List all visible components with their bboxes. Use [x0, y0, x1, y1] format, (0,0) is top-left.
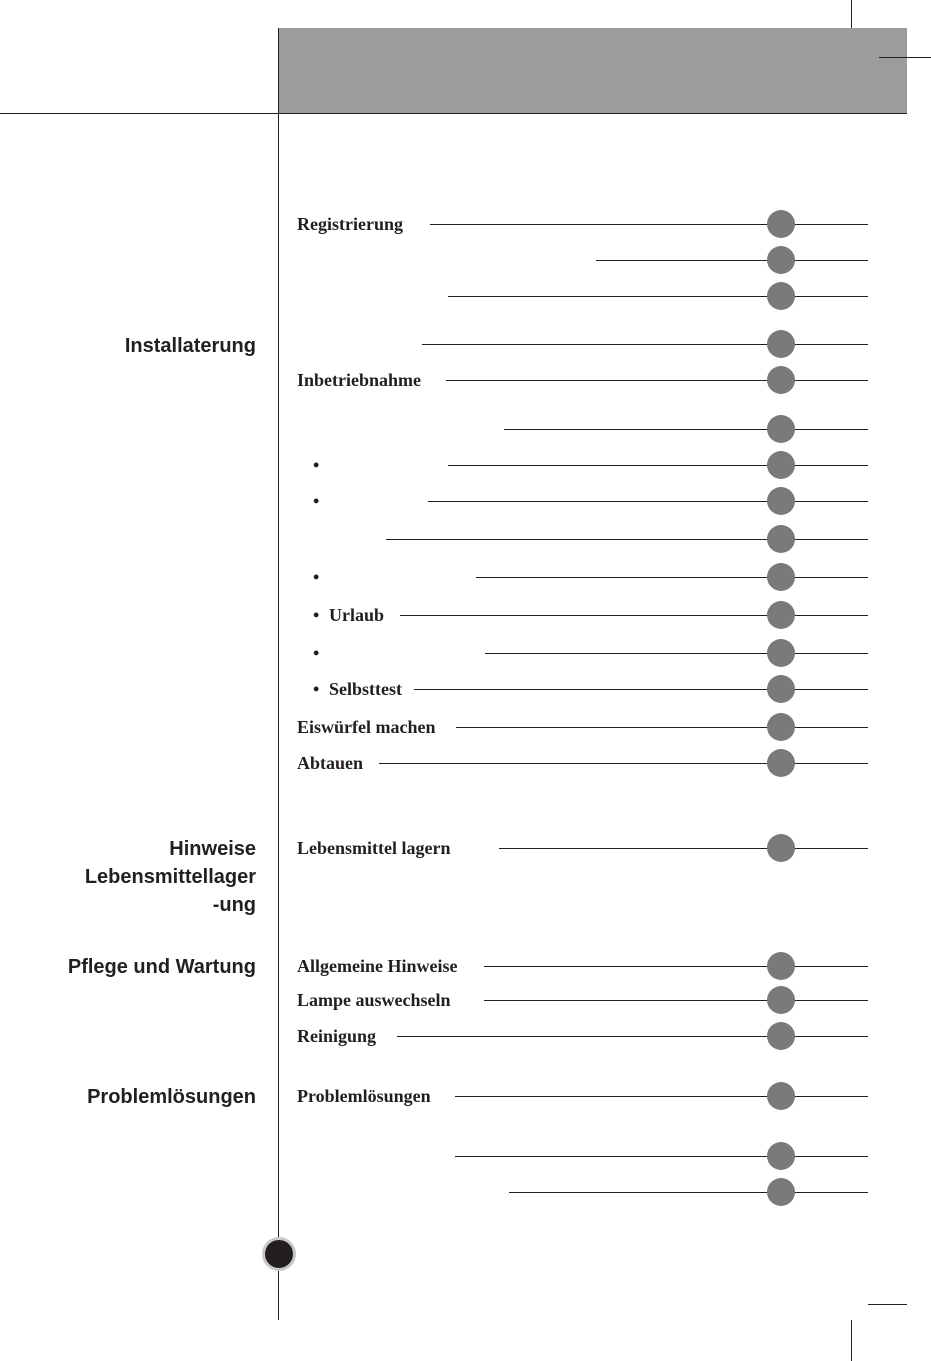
section-care: Pflege und Wartung [67, 956, 256, 978]
leader-line [448, 465, 868, 466]
toc-entry[interactable] [297, 712, 868, 742]
bullet-icon: • [313, 455, 320, 475]
page-marker-dot [767, 415, 795, 443]
leader-line [476, 577, 868, 578]
toc-entry[interactable] [297, 281, 868, 311]
toc-entry-label: Allgemeine Hinweise [297, 956, 458, 976]
toc-entry[interactable] [297, 524, 868, 554]
header-rule [0, 113, 907, 114]
page-marker-dot [767, 1082, 795, 1110]
leader-line [484, 966, 868, 967]
toc-entry[interactable] [297, 450, 868, 480]
toc-entry[interactable] [297, 329, 868, 359]
bullet-icon: • [313, 679, 320, 699]
leader-line [596, 260, 868, 261]
toc-entry-label: Eiswürfel machen [297, 717, 436, 737]
toc-entry-label: Urlaub [329, 605, 385, 625]
leader-line [430, 224, 868, 225]
section-food-storage [85, 835, 256, 919]
page-marker-dot [767, 675, 795, 703]
leader-line [455, 1096, 868, 1097]
leader-line [422, 344, 868, 345]
toc-entry[interactable] [297, 833, 868, 863]
toc-entry[interactable] [297, 209, 868, 239]
page-marker-dot [767, 601, 795, 629]
toc-entry-label: Lebensmittel lagern [297, 838, 451, 858]
toc-entry[interactable] [297, 674, 868, 704]
toc-entry-label: Abtauen [297, 753, 364, 773]
page-marker-dot [767, 487, 795, 515]
page-marker-dot [767, 210, 795, 238]
toc-entry[interactable] [297, 600, 868, 630]
leader-line [484, 1000, 868, 1001]
toc-entry[interactable] [297, 1177, 868, 1207]
toc-entry[interactable] [297, 951, 868, 981]
toc-entry-label: Registrierung [297, 214, 403, 234]
toc-entry[interactable] [297, 748, 868, 778]
section-line: Lebensmittellager [84, 866, 256, 888]
page-marker-dot [767, 246, 795, 274]
leader-line [414, 689, 868, 690]
leader-line [455, 1156, 868, 1157]
bullet-icon: • [313, 643, 320, 663]
page-marker-dot [767, 834, 795, 862]
page-marker-dot [767, 713, 795, 741]
page-marker-dot [767, 563, 795, 591]
section-troubleshooting: Problemlösungen [87, 1086, 256, 1108]
toc-entry-label: Inbetriebnahme [297, 370, 422, 390]
leader-line [386, 539, 868, 540]
toc-entry-label: Problemlösungen [297, 1086, 431, 1106]
toc-entry[interactable] [297, 486, 868, 516]
toc-entry-label: Lampe auswechseln [297, 990, 451, 1010]
page-marker-dot [767, 1022, 795, 1050]
leader-line [509, 1192, 868, 1193]
page-marker-dot [767, 282, 795, 310]
leader-line [428, 501, 868, 502]
header-band [278, 28, 907, 113]
crop-mark [868, 1304, 907, 1305]
leader-line [397, 1036, 868, 1037]
page-marker-dot [767, 639, 795, 667]
page-marker-dot [767, 330, 795, 358]
toc-entry[interactable] [297, 638, 868, 668]
section-line: -ung [212, 894, 256, 916]
leader-line [485, 653, 868, 654]
page-marker-dot [767, 1142, 795, 1170]
toc-entry[interactable] [297, 985, 868, 1015]
leader-line [456, 727, 868, 728]
section-line: Hinweise [169, 838, 256, 860]
section-installation: Installaterung [124, 335, 256, 357]
toc-entry[interactable] [297, 1141, 868, 1171]
toc-entry[interactable] [297, 562, 868, 592]
bullet-icon: • [313, 605, 320, 625]
page-number-dot [262, 1237, 296, 1271]
leader-line [446, 380, 868, 381]
bullet-icon: • [313, 491, 320, 511]
page-marker-dot [767, 986, 795, 1014]
toc-entry[interactable] [297, 414, 868, 444]
toc-entry[interactable] [297, 1021, 868, 1051]
toc-entry[interactable] [297, 365, 868, 395]
toc-entry-label: Reinigung [297, 1026, 377, 1046]
leader-line [499, 848, 868, 849]
crop-mark [879, 57, 931, 58]
crop-mark [851, 0, 852, 28]
page-marker-dot [767, 366, 795, 394]
leader-line [504, 429, 868, 430]
page-marker-dot [767, 525, 795, 553]
toc-entry-label: Selbsttest [329, 679, 402, 699]
crop-mark [851, 1320, 852, 1361]
leader-line [400, 615, 868, 616]
toc-entry[interactable] [297, 1081, 868, 1111]
toc-entry[interactable] [297, 245, 868, 275]
page-marker-dot [767, 952, 795, 980]
column-divider [278, 28, 279, 1320]
bullet-icon: • [313, 567, 320, 587]
page-marker-dot [767, 1178, 795, 1206]
leader-line [448, 296, 868, 297]
page-marker-dot [767, 749, 795, 777]
page-marker-dot [767, 451, 795, 479]
